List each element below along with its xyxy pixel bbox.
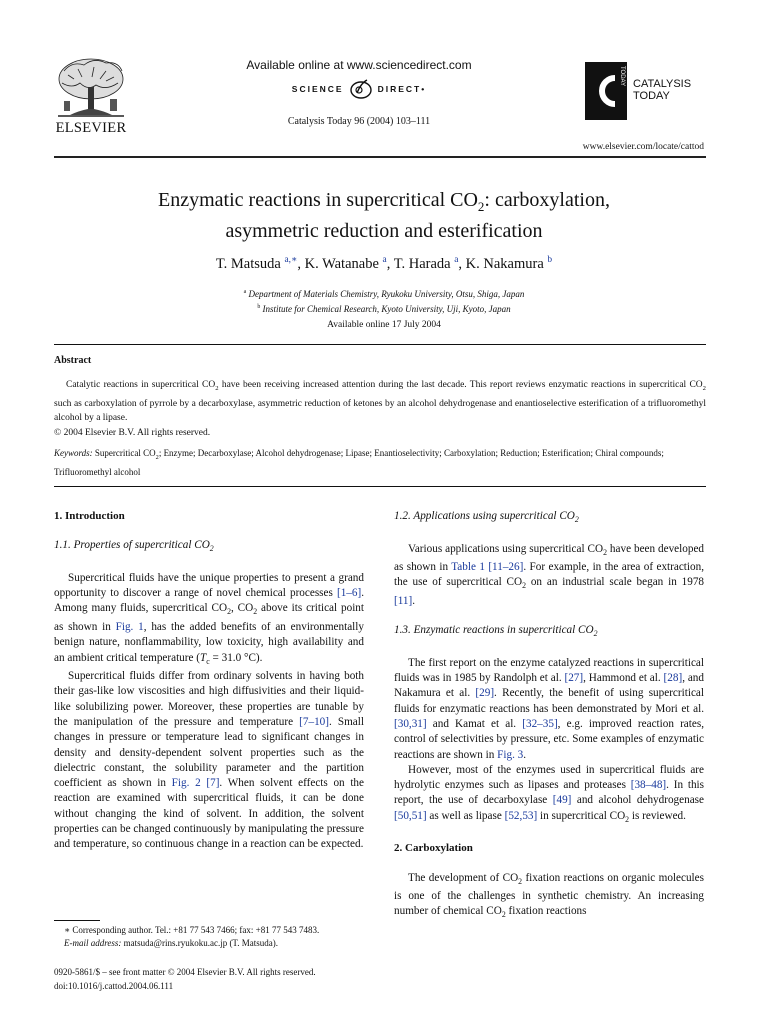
available-date: Available online 17 July 2004 [327,320,441,330]
abstract-bottom-rule [54,486,706,487]
journal-url-link[interactable]: www.elsevier.com/locate/cattod [582,142,704,152]
subscript: 2 [603,547,607,557]
sd-left-word: SCIENCE [291,84,344,94]
sciencedirect-logo [200,78,518,100]
para-text: , CO [230,602,254,615]
journal-header [200,58,518,127]
keywords-text: ; Enzyme; Decarboxylase; Alcohol dehydrogenase; Lipase; Enantioselectivity; Carboxylation; Reduction; Esterification; Chiral compounds; Trifluoromethyl alcohol [54,448,664,477]
author-affiliation-mark[interactable]: a [382,255,387,265]
para-text: , has the added benefits of an environmentally benign nature, nonflammability, low toxicity, high availability and an ambient critical temperature ( [54,620,364,664]
sciencedirect-d-icon [348,78,374,100]
subscript: 2 [227,607,231,617]
paragraph: The first report on the enzyme catalyzed reactions in supercritical fluids was in 1985 by Randolph et al. [27], Hammond et al. [28], and Nakamura et al. [29]. Recently, the benefit of using supercritical fluids for enzymatic reactions has been demonstrated by Mori et al. [30,31] and Kamat et al. [32–35], e.g. improved reaction rates, control of selectivities by pressure, etc. Some examples of enzymatic reactions are shown in Fig. 3. [394,656,704,761]
author-separator: , [297,255,305,272]
affiliation-a [60,286,708,301]
citation-link[interactable]: [32–35] [522,717,558,730]
para-text: Supercritical fluids differ from ordinary solvents in having both their gas-like low viscosities and high diffusivities and their liquid-like solubilizing power. Moreover, these properties are tunable by the manipulation of the pressure and temperature [54,670,364,728]
abstract-heading: Abstract [54,355,92,366]
citation-link[interactable]: [30,31] [394,717,427,730]
math-var: T [199,651,207,664]
citation-link[interactable]: [7] [206,777,220,790]
citation-link[interactable]: [38–48] [630,779,667,792]
para-text: , e.g. improved reaction rates, control of selectivities by pressure, etc. Some examples of enzymatic reactions are shown in [394,717,704,761]
affiliation-text: Department of Materials Chemistry, Ryukoku University, Otsu, Shiga, Japan [248,289,525,299]
subscript: 2 [501,910,506,920]
para-text: fixation reactions [505,905,587,918]
subscript: 2 [518,876,523,886]
subscript: 2 [574,515,579,525]
email-address[interactable]: matsuda@rins.ryukoku.ac.jp (T. Matsuda). [121,938,279,948]
citation-link[interactable]: [11] [394,594,413,607]
subscript: 2 [155,453,159,461]
issn-line: 0920-5861/$ – see front matter © 2004 Elsevier B.V. All rights reserved. [54,967,316,977]
author-affiliation-mark[interactable]: b [547,255,553,265]
para-text: as well as lipase [426,809,505,822]
subscript: 2 [215,384,219,392]
paragraph [394,871,704,923]
section-heading: 2. Carboxylation [394,842,473,855]
subscript: 2 [702,384,706,392]
para-text: However, most of the enzymes used in supercritical fluids are hydrolytic enzymes such as lipases and proteases [394,763,704,792]
abstract-top-rule [54,344,706,345]
author-affiliation-mark[interactable]: a [454,255,459,265]
journal-citation: Catalysis Today 96 (2004) 103–111 [287,116,431,127]
corresponding-author: ∗ Corresponding author. Tel.: +81 77 543 7466; fax: +81 77 543 7483. [64,925,320,935]
paragraph [54,669,364,853]
section-heading: 1. Introduction [54,510,125,522]
para-text: , and Nakamura et al. [394,672,704,700]
figure-link[interactable]: Fig. 1 [115,620,144,633]
para-text: and alcohol dehydrogenase [571,794,704,807]
subsection-text: 1.3. Enzymatic reactions in supercritical CO [394,624,594,637]
author-separator: , [386,255,394,272]
catalysis-today-c-icon [585,62,627,120]
subsection-heading [54,538,364,557]
footnotes [54,924,374,950]
abstract-text: such as carboxylation of pyrrole by a decarboxylase, asymmetric reduction of ketones by an alcohol dehydrogenase and enantioselective esterification of a trifluoromethyl alcohol by a lipase. [54,398,706,424]
subscript: 2 [253,607,258,617]
publisher-name: ELSEVIER [55,120,127,136]
subscript: 2 [522,581,526,591]
issn-block [54,966,316,993]
footnote-rule [54,920,100,921]
citation-link[interactable]: [28] [663,672,683,685]
author-name: T. Matsuda [215,255,281,272]
para-text: . Small changes in pressure or temperature lead to significant changes in density and density-dependent solvent properties such as the dielectric constant, the solubility parameter and the partition coefficient as shown in [54,715,364,790]
figure-link[interactable]: Fig. 3 [497,748,524,761]
elsevier-tree-icon [54,57,128,119]
abstract-text: Catalytic reactions in supercritical CO [66,380,216,390]
para-text: and Kamat et al. [426,717,523,730]
citation-link[interactable]: [52,53] [504,809,538,822]
header-rule [54,156,706,158]
title-line2: asymmetric reduction and esterification [225,220,543,242]
citation-link[interactable]: [27] [564,672,584,685]
title-subscript: 2 [477,199,485,214]
doi-line[interactable]: doi:10.1016/j.cattod.2004.06.111 [54,980,174,991]
paragraph [394,763,704,827]
para-text: . When solvent effects on the reaction are examined with supercritical fluids, it can be done without changing the kind of solvent. In addition, the solvent properties can be changed continuously by manipulating the pressure and temperature, so continuous change in a reaction can be expected. [54,777,364,851]
journal-name [633,78,691,102]
article-title [60,188,708,243]
para-text: Supercritical fluids have the unique properties to present a grand opportunity to discover a range of novel chemical processes [54,571,364,600]
subsection-heading [394,509,704,528]
para-text: . Recently, the benefit of using supercritical fluids for enzymatic reactions has been demonstrated by Mori et al. [394,687,704,715]
para-text: . Among many fluids, supercritical CO [54,587,364,615]
paragraph: Various applications using supercritical $CO_2$ have been developed as shown in Table 1 [11–26]. For example, in the area of extraction, the use of supercritical $CO_2$ on an industrial scale began in 1978 [11]. [394,542,705,607]
available-online-link[interactable]: Available online at www.sciencedirect.com [246,58,472,72]
para-text: . In this report, the use of decarboxylase [394,779,705,807]
copyright: © 2004 Elsevier B.V. All rights reserved. [54,428,211,439]
citation-link[interactable]: [1–6] [336,587,362,600]
table-link[interactable]: Table 1 [451,561,485,574]
para-text: . For example, in the area of extraction, the use of supercritical CO [394,561,704,589]
affiliation-mark: a [243,289,247,295]
abstract-text: have been receiving increased attention during the last decade. This report reviews enzymatic reactions in supercritical CO [218,380,703,390]
author-name: T. Harada [393,255,451,272]
sd-right-word: DIRECT• [377,84,427,94]
para-text: in supercritical CO [537,809,626,822]
subsection-text: 1.2. Applications using supercritical CO [394,510,575,522]
para-text: = 31.0 °C). [209,651,263,664]
subsection-heading [394,623,704,642]
subscript: 2 [209,544,214,554]
citation-link[interactable]: [49] [552,794,572,807]
figure-link[interactable]: Fig. 2 [171,777,201,790]
left-column [54,509,364,853]
journal-name-line2: TODAY [633,90,670,102]
para-text: on an industrial scale began in 1978 [526,576,705,589]
elsevier-logo [52,57,130,137]
affiliation-text: Institute for Chemical Research, Kyoto University, Uji, Kyoto, Japan [262,304,511,314]
citation-link[interactable]: [50,51] [394,809,427,822]
para-text: The first report on the enzyme catalyzed reactions in supercritical fluids was in 1985 by Randolph et al. [394,656,704,685]
author-name: K. Nakamura [465,255,544,272]
logo-vertical-text: TODAY [619,66,625,87]
para-text: The development of CO [408,871,519,884]
para-text: fixation reactions on organic molecules is one of the challenges in synthetic chemistry. An increasing number of chemical CO [394,871,704,918]
catalysis-today-logo [585,62,691,120]
para-text: have been developed as shown in [394,542,705,574]
affiliation-mark: b [257,304,261,310]
journal-name-line1: CATALYSIS [633,78,692,90]
citation-link[interactable]: [7–10] [299,715,329,728]
title-part: : carboxylation, [484,189,610,211]
affiliation-b [60,301,708,316]
keywords [54,446,706,479]
title-part: Enzymatic reactions in supercritical CO [158,189,478,211]
author-separator: , [458,255,466,272]
subscript: 2 [593,629,598,639]
right-column [394,509,704,923]
author-name: K. Watanabe [304,255,379,272]
citation-link[interactable]: [29] [475,687,495,700]
para-text: Various applications using supercritical CO [408,542,604,555]
affiliations [60,286,708,316]
author-affiliation-mark[interactable]: a,∗ [284,255,298,265]
subsection-text: 1.1. Properties of supercritical CO [54,539,210,552]
paragraph [54,571,364,669]
subscript: c [206,656,210,666]
email-label: E-mail address: [64,938,122,948]
abstract-body [54,378,706,441]
subscript: 2 [625,814,630,824]
keywords-label: Keywords: [54,448,93,458]
citation-link[interactable]: [11–26] [488,561,524,574]
para-text: above its critical point as shown in [54,602,365,633]
para-text: , Hammond et al. [583,672,664,685]
author-list [60,254,708,273]
para-text: is reviewed. [629,809,686,822]
email-line [54,937,374,950]
keywords-text: Supercritical CO [92,448,156,458]
